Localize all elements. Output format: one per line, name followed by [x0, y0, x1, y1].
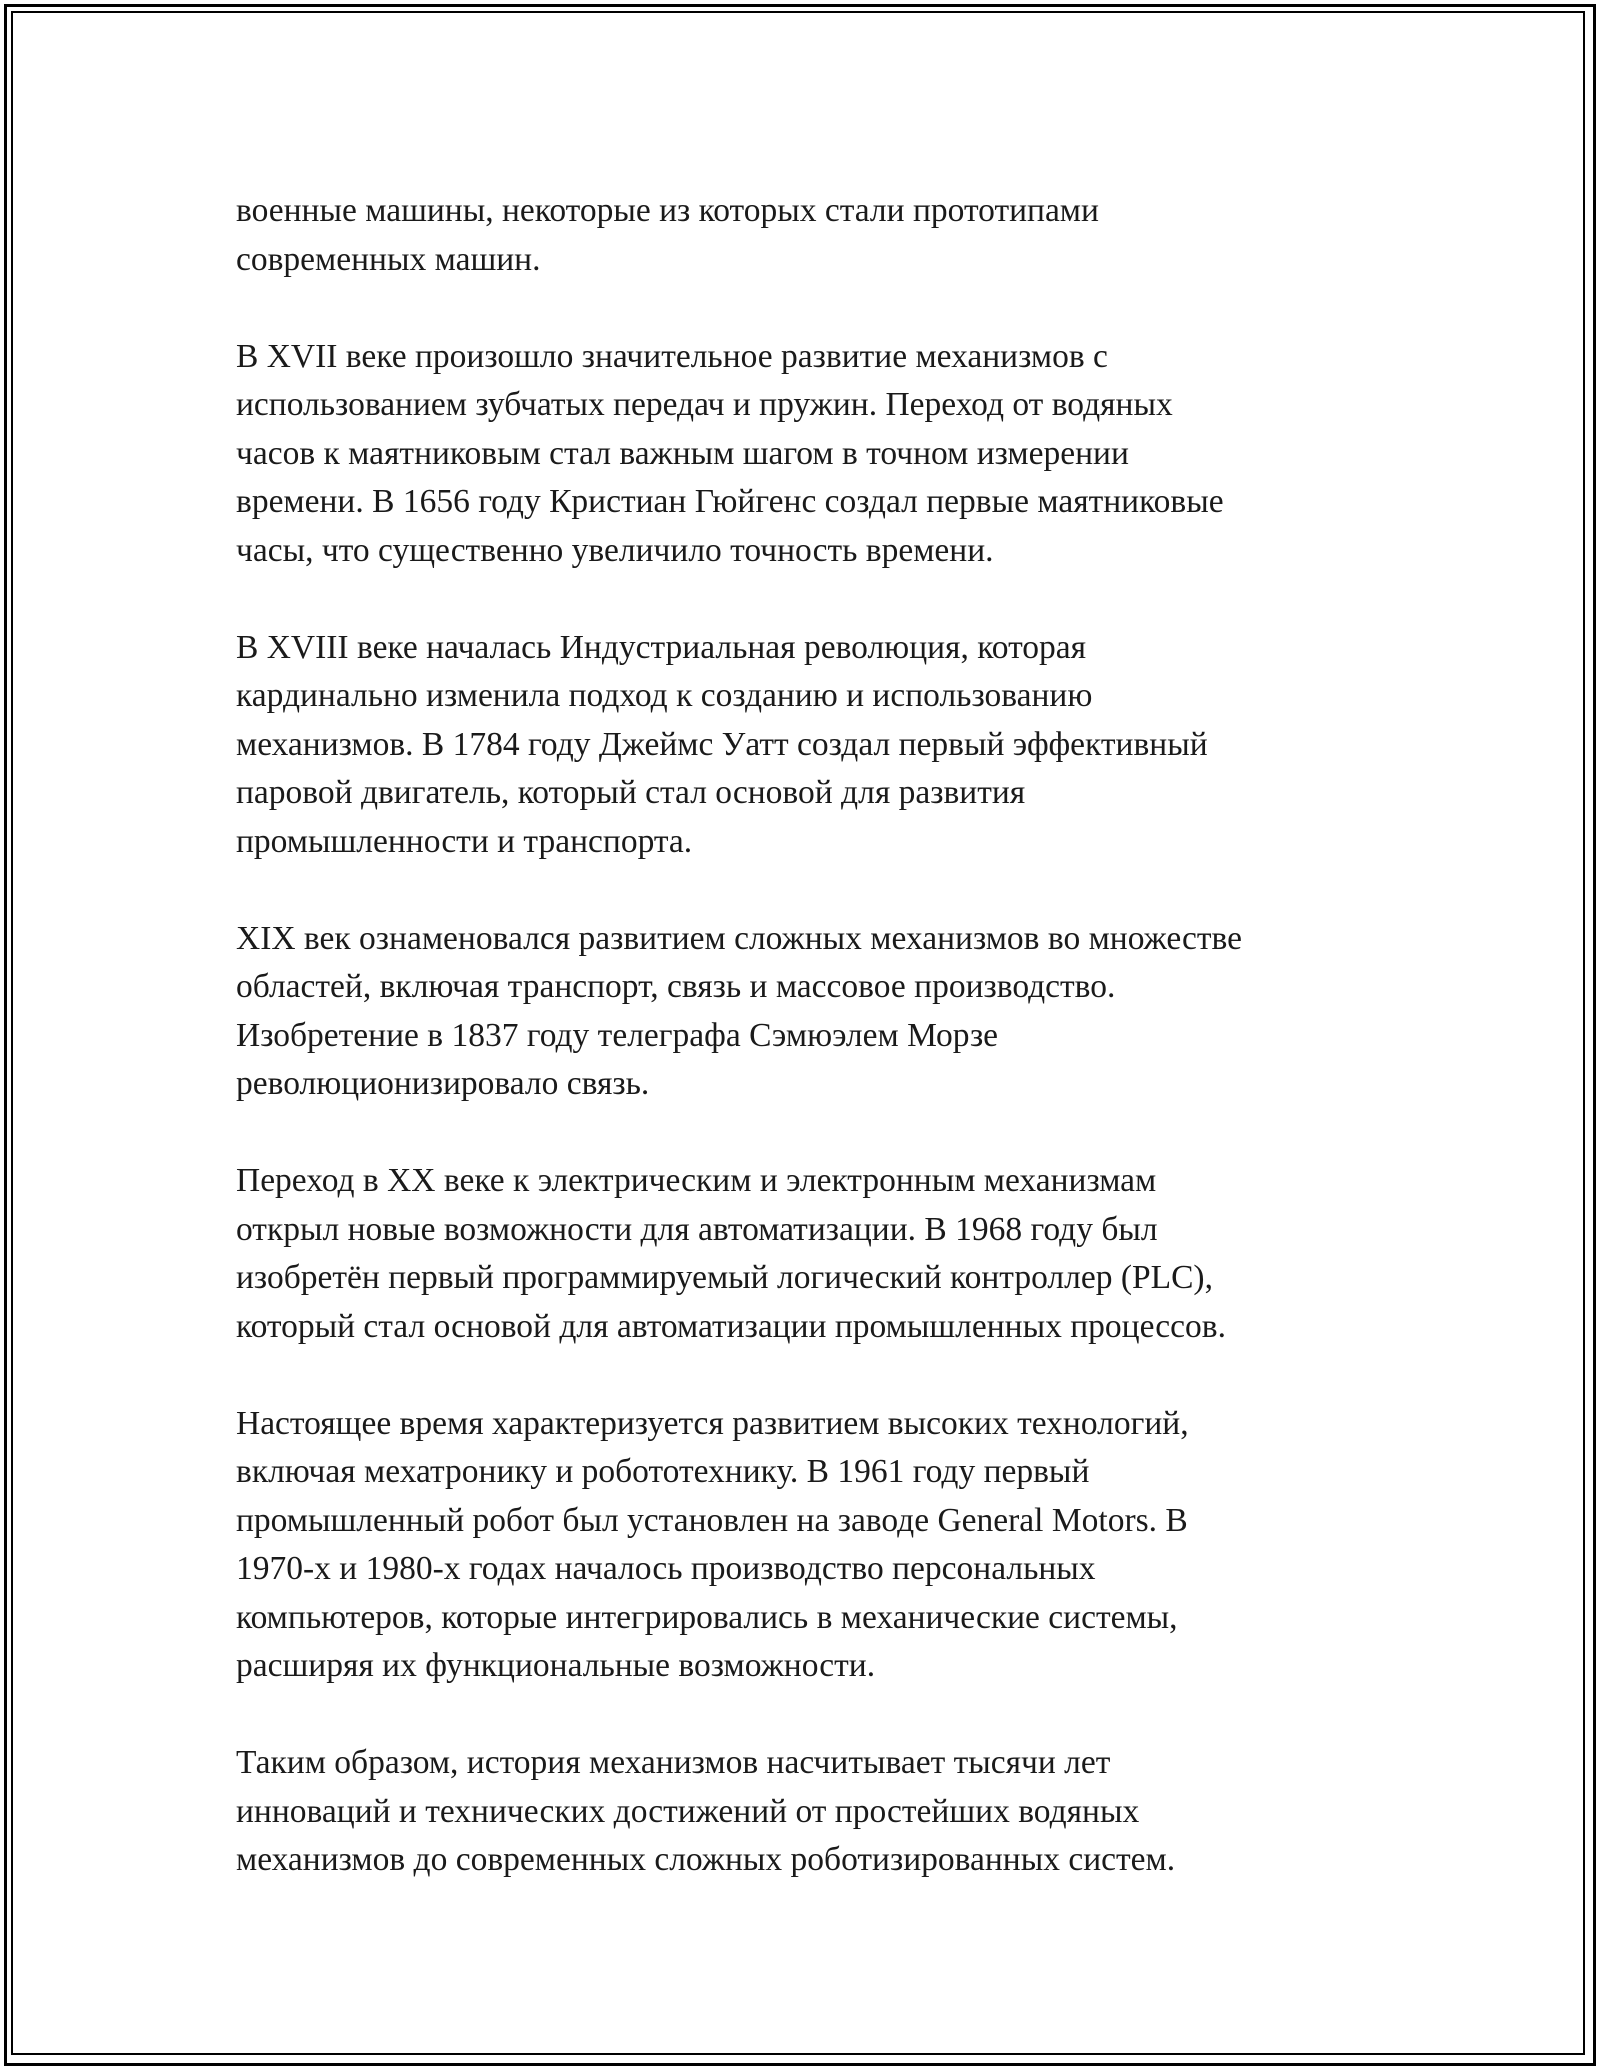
- text-line: расширяя их функциональные возможности.: [236, 1647, 876, 1684]
- text-line: промышленный робот был установлен на заводе General Motors. В: [236, 1501, 1188, 1539]
- text-line: который стал основой для автоматизации промышленных процессов.: [236, 1307, 1226, 1345]
- text-line: использованием зубчатых передач и пружин. Переход от водяных: [236, 386, 1173, 423]
- text-line: инноваций и технических достижений от простейших водяных: [236, 1792, 1140, 1830]
- paragraph-17th-century: [236, 333, 1386, 576]
- text-line: Таким образом, история механизмов насчитывает тысячи лет: [236, 1744, 1111, 1781]
- text-line: XIX век ознаменовался развитием сложных механизмов во множестве: [236, 919, 1243, 957]
- text-line: кардинально изменила подход к созданию и использованию: [236, 677, 1093, 714]
- document-body: [236, 187, 1386, 1933]
- paragraph-19th-century: [236, 915, 1386, 1109]
- text-line: Настоящее время характеризуется развитием высоких технологий,: [236, 1404, 1189, 1442]
- text-line: механизмов. В 1784 году Джеймс Уатт создал первый эффективный: [236, 725, 1208, 763]
- text-line: Переход в XX веке к электрическим и электронным механизмам: [236, 1162, 1157, 1199]
- text-line: современных машин.: [236, 240, 541, 278]
- text-line: Изобретение в 1837 году телеграфа Сэмюэлем Морзе: [236, 1016, 999, 1054]
- paragraph-18th-century: [236, 624, 1386, 867]
- text-line: 1970-х и 1980-х годах началось производство персональных: [236, 1550, 1096, 1587]
- text-line: военные машины, некоторые из которых стали прототипами: [236, 192, 1099, 229]
- text-line: паровой двигатель, который стал основой для развития: [236, 774, 1026, 811]
- text-line: часы, что существенно увеличило точность времени.: [236, 531, 994, 569]
- text-line: областей, включая транспорт, связь и массовое производство.: [236, 968, 1116, 1005]
- paragraph-military-machines: [236, 187, 1386, 284]
- text-line: часов к маятниковым стал важным шагом в точном измерении: [236, 434, 1129, 472]
- text-line: революционизировало связь.: [236, 1065, 650, 1102]
- paragraph-20th-century: [236, 1157, 1386, 1351]
- text-line: В XVII веке произошло значительное развитие механизмов с: [236, 337, 1108, 375]
- text-line: изобретён первый программируемый логический контроллер (PLC),: [236, 1259, 1213, 1296]
- text-line: открыл новые возможности для автоматизации. В 1968 году был: [236, 1210, 1158, 1248]
- paragraph-conclusion: [236, 1739, 1386, 1885]
- text-line: механизмов до современных сложных роботизированных систем.: [236, 1841, 1176, 1878]
- text-line: компьютеров, которые интегрировались в механические системы,: [236, 1598, 1178, 1636]
- text-line: включая мехатронику и робототехнику. В 1961 году первый: [236, 1453, 1090, 1490]
- text-line: В XVIII веке началась Индустриальная революция, которая: [236, 628, 1087, 666]
- text-line: промышленности и транспорта.: [236, 822, 693, 860]
- text-line: времени. В 1656 году Кристиан Гюйгенс создал первые маятниковые: [236, 483, 1224, 520]
- paragraph-present-time: [236, 1400, 1386, 1691]
